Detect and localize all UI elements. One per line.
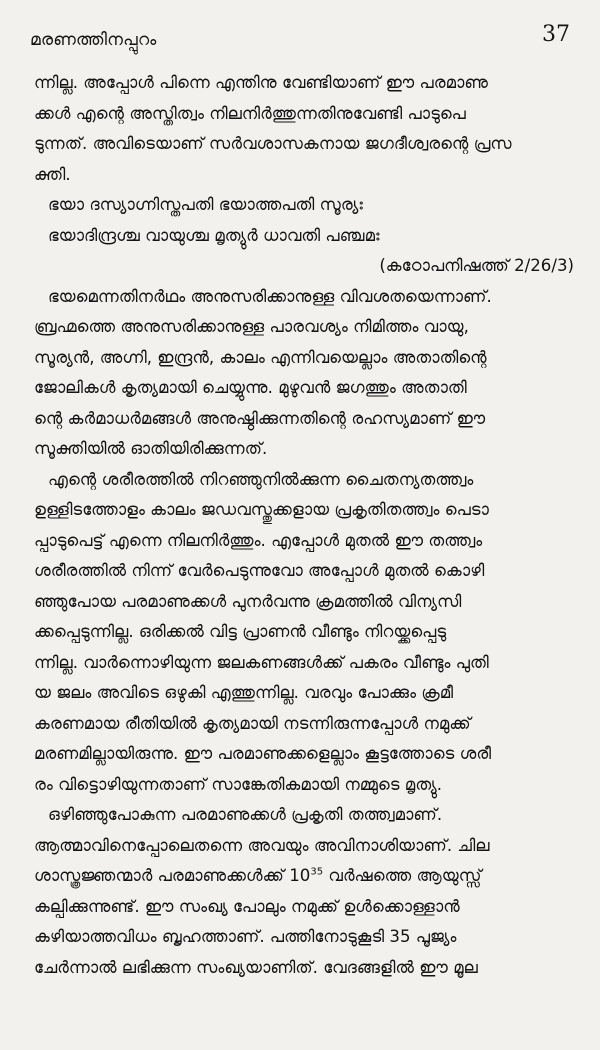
running-head-title: മരണത്തിനപ്പുറം — [30, 30, 157, 50]
text-line: ഉള്ളിടത്തോളം കാലം ജഡവസ്തുക്കളായ പ്രകൃതിതത്ത്വം പെടാ — [34, 500, 489, 519]
text-line: യ ജലം അവിടെ ഒഴുകി എത്തുന്നില്ല. വരവും പോക്കും ക്രമീ — [34, 683, 454, 702]
text-line: ക്തി. — [34, 164, 71, 184]
text-line: കല്പിക്കുന്നുണ്ട്. ഈ സംഖ്യ പോലും നമുക്ക് ഉൾക്കൊള്ളാൻ — [34, 896, 460, 916]
text-line — [34, 861, 574, 892]
text-line: ഭയമെന്നതിനർഥം അനുസരിക്കാനുള്ള വിവശതയെന്നാണ്. — [48, 286, 492, 306]
verse-citation: (കഠോപനിഷത്ത് 2/26/3) — [379, 256, 574, 275]
page-number: 37 — [542, 22, 570, 47]
text-line: ടുന്നത്. അവിടെയാണ് സർവശാസകനായ ജഗദീശ്വരന്റെ പ്രസ — [34, 134, 512, 153]
text-line: ജോലികൾ കൃത്യമായി ചെയ്യുന്നു. മുഴുവൻ ജഗത്തും അതാതി — [34, 378, 467, 397]
text-segment: ശാസ്ത്രജ്ഞന്മാർ പരമാണുക്കൾക്ക് — [34, 866, 284, 885]
text-line: ആത്മാവിനെപ്പോലെതന്നെ അവയും അവിനാശിയാണ്. ചില — [34, 835, 490, 855]
text-line: ശരീരത്തിൽ നിന്ന് വേർപെടുന്നുവോ അപ്പോൾ മുതൽ കൊഴി — [34, 561, 485, 580]
text-line: ക്കപ്പെടുന്നില്ല. ഒരിക്കൽ വിട്ട പ്രാണൻ വീണ്ടും നിറയ്ക്കപ്പെടു — [34, 622, 447, 641]
text-line: ഞ്ഞുപോയ പരമാണുക്കൾ പുനർവന്നു ക്രമത്തിൽ വിന്യസി — [34, 591, 462, 611]
verse-line: ഭയാ ദസ്യാഗ്നിസ്തപതി ഭയാത്തപതി സൂര്യഃ — [48, 195, 363, 214]
text-line: ന്നില്ല. വാർന്നൊഴിയുന്ന ജലകണങ്ങൾക്ക് പകരം വീണ്ടും പുതി — [34, 652, 489, 672]
text-line: മരണമില്ലായിരുന്നു. ഈ പരമാണുക്കളെല്ലാം കൂട്ടത്തോടെ ശരീ — [34, 744, 492, 763]
text-line: സൂര്യൻ, അഗ്നി, ഇന്ദ്രൻ, കാലം എന്നിവയെല്ലാം അതാതിന്റെ — [34, 347, 487, 367]
text-line: എന്റെ ശരീരത്തിൽ നിറഞ്ഞുനിൽക്കുന്ന ചൈതന്യതത്ത്വം — [48, 469, 474, 489]
text-line: ഒഴിഞ്ഞുപോകുന്ന പരമാണുക്കൾ പ്രകൃതി തത്ത്വമാണ്. — [48, 805, 443, 824]
text-line: കഴിയാത്തവിധം ബൃഹത്താണ്. പത്തിനോടുകൂടി 35 പൂജ്യം — [34, 927, 457, 946]
text-line: പ്പാടുപെട്ട് എന്നെ നിലനിർത്തും. എപ്പോൾ മുതൽ ഈ തത്ത്വം — [34, 530, 483, 550]
text-line: ന്നില്ല. അപ്പോൾ പിന്നെ എന്തിനു വേണ്ടിയാണ് ഈ പരമാണു — [34, 73, 489, 92]
text-line: രം വിട്ടൊഴിയുന്നതാണ് സാങ്കേതികമായി നമ്മുടെ മൃത്യു. — [34, 774, 442, 794]
text-line: സൂക്തിയിൽ ഓതിയിരിക്കുന്നത്. — [34, 439, 268, 458]
verse-line: ഭയാദിന്ദ്രശ്ച വായുശ്ച മൃത്യുർ ധാവതി പഞ്ചമഃ — [48, 225, 380, 245]
exponent-base: 10 — [289, 866, 311, 885]
text-line: കരണമായ രീതിയിൽ കൃത്യമായി നടന്നിരുന്നപ്പോൾ നമുക്ക് — [34, 713, 471, 733]
body-text — [34, 68, 574, 983]
text-line: ക്കൾ എന്റെ അസ്തിത്വം നിലനിർത്തുന്നതിനുവേണ്ടി പാടുപെ — [34, 103, 466, 123]
text-line: ന്റെ കർമാധർമങ്ങൾ അനുഷ്ഠിക്കുന്നതിന്റെ രഹസ്യമാണ് ഈ — [34, 408, 486, 428]
text-line: ബ്രഹ്മത്തെ അനുസരിക്കാനുള്ള പാരവശ്യം നിമിത്തം വായു, — [34, 317, 469, 336]
text-segment: വർഷത്തെ ആയുസ്സ് — [328, 866, 482, 885]
exponent-power: 35 — [310, 866, 324, 878]
text-line: ചേർന്നാൽ ലഭിക്കുന്ന സംഖ്യയാണിത്. വേദങ്ങളിൽ ഈ മൂല — [34, 957, 478, 977]
